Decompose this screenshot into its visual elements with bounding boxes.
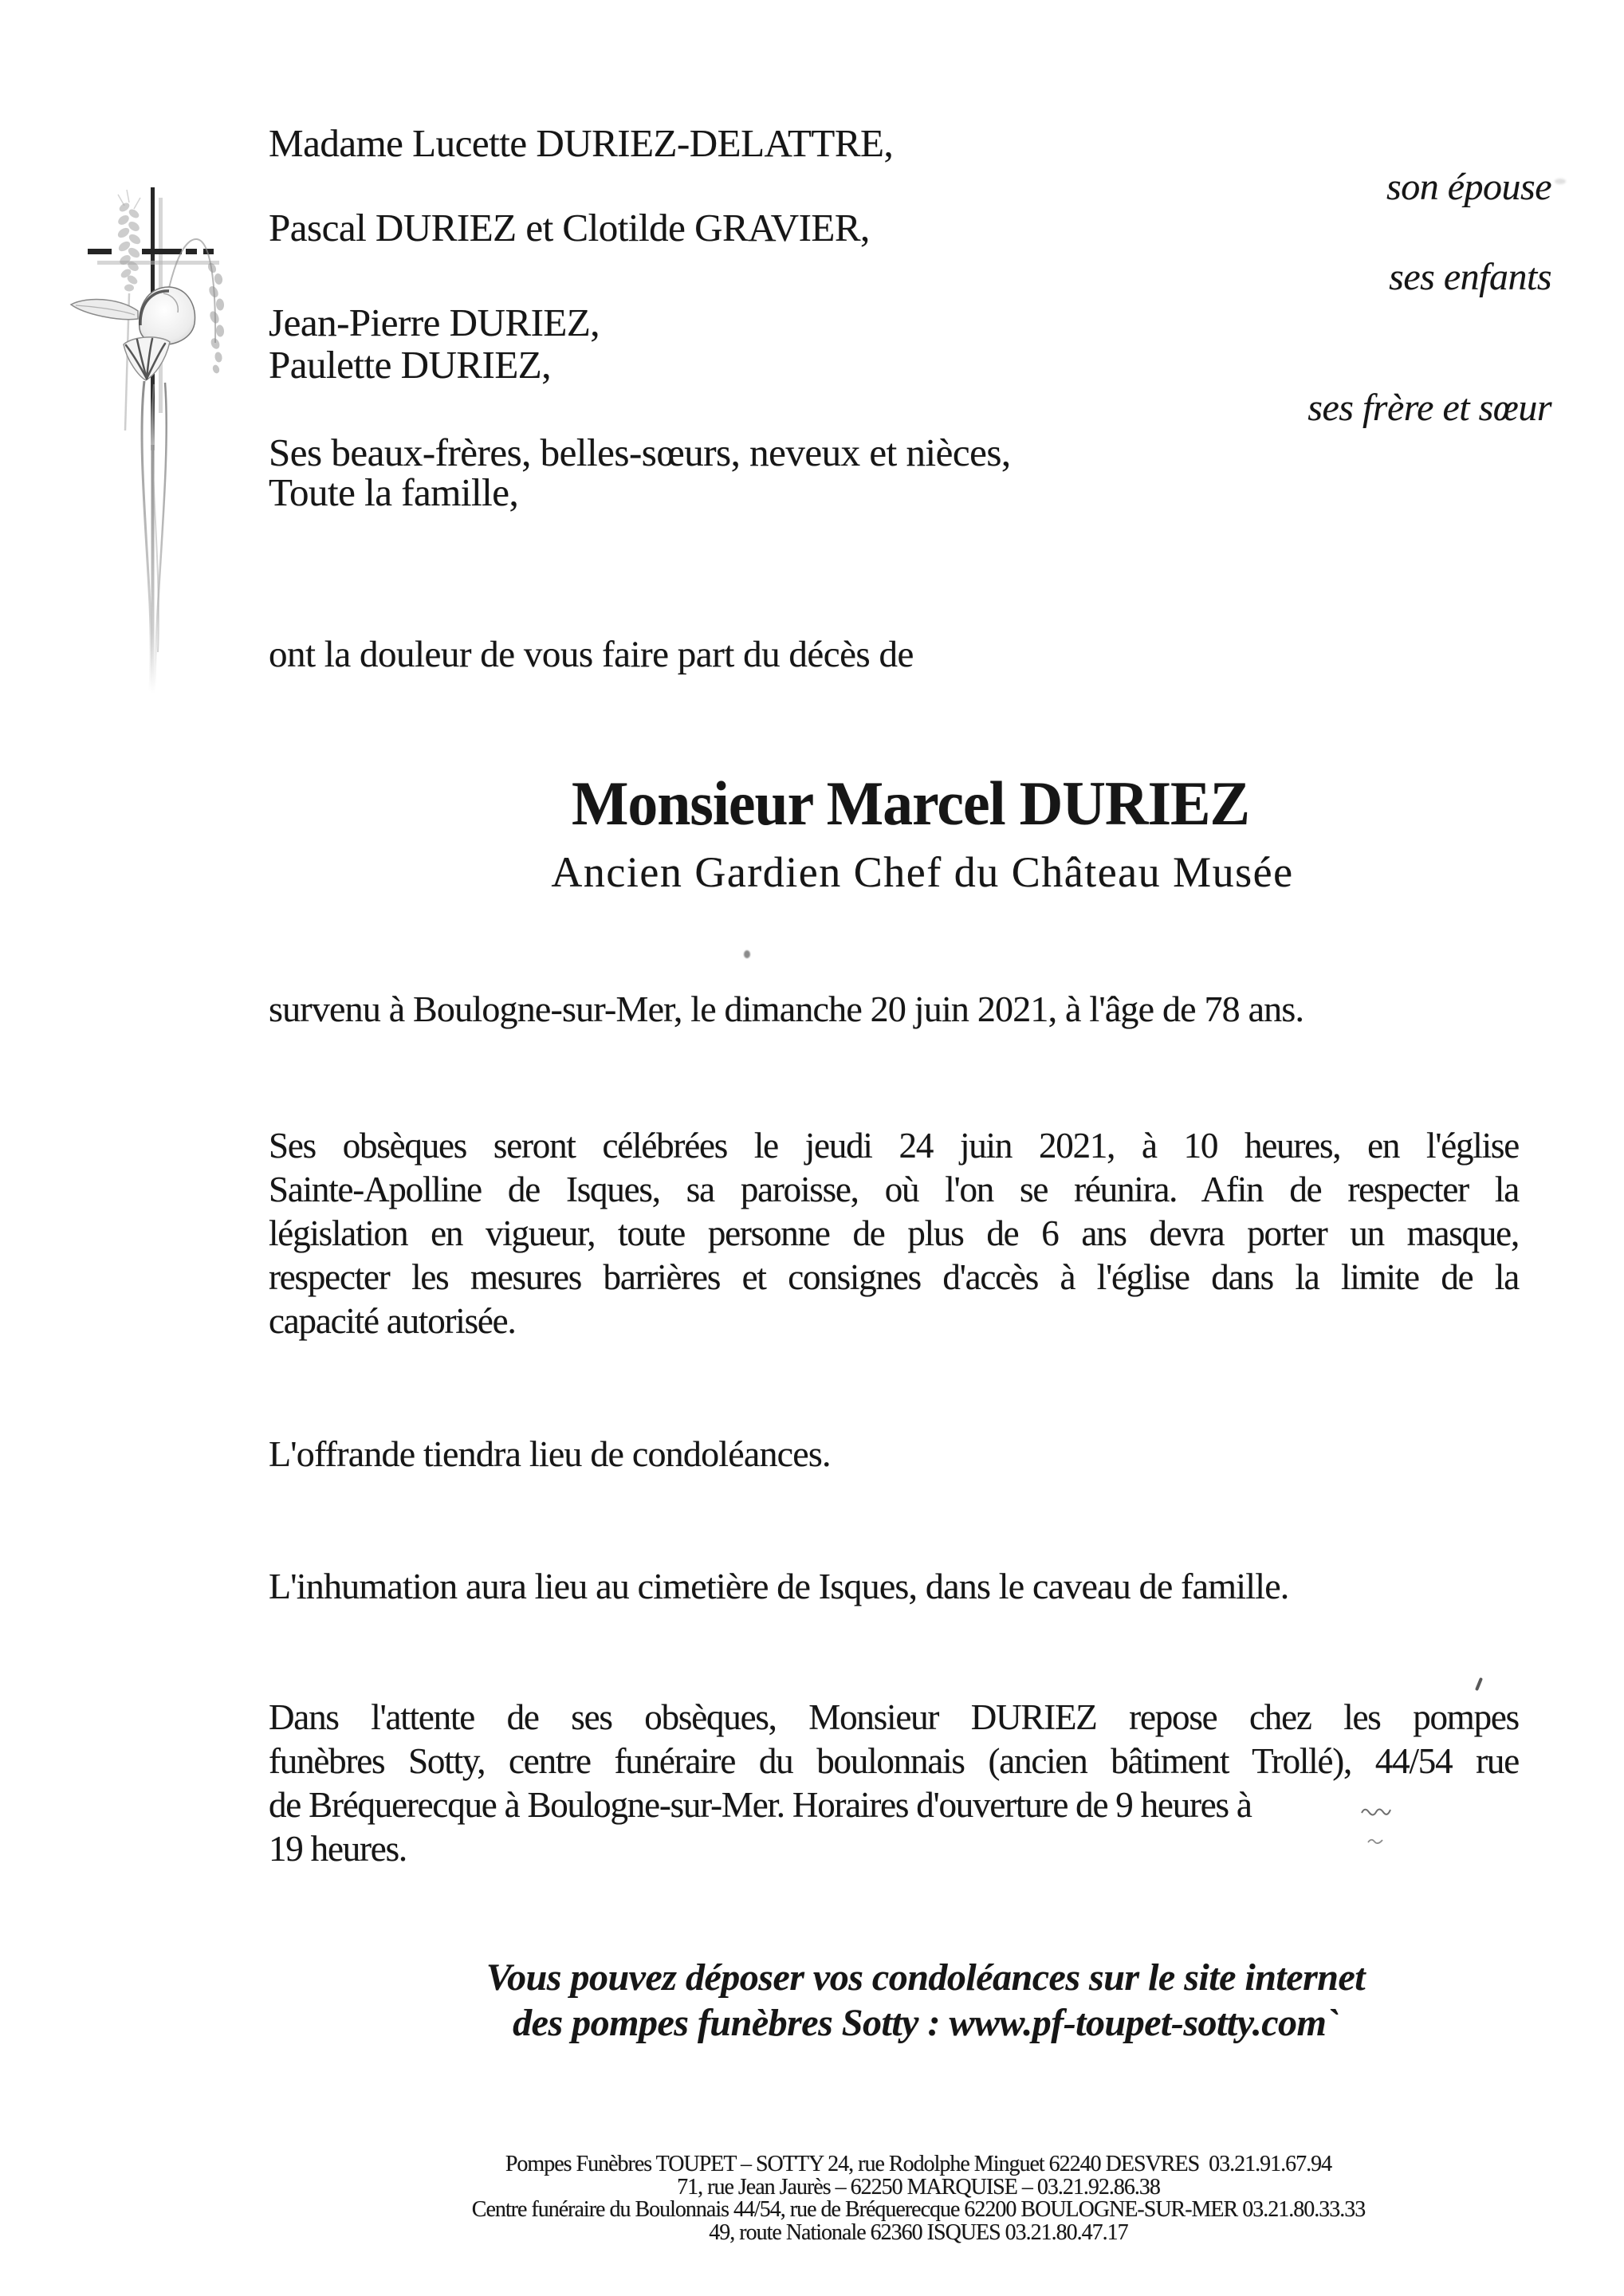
relation-spouse: son épouse xyxy=(1386,166,1551,208)
footer-line: Centre funéraire du Boulonnais 44/54, rue de Bréquerecque 62200 BOULOGNE-SUR-MER 03.21.80.33.33 xyxy=(471,2197,1366,2222)
repose-line: de Bréquerecque à Boulogne-sur-Mer. Horaires d'ouverture de 9 heures à xyxy=(269,1785,1252,1825)
notice-line: Vous pouvez déposer vos condoléances sur le site internet xyxy=(486,1956,1366,1999)
deceased-title-block xyxy=(269,768,1552,839)
ceremony-line: Sainte-Apolline de Isques, sa paroisse, où l'on se réunira. Afin de respecter la xyxy=(269,1170,1519,1209)
relation-siblings: ses frère et sœur xyxy=(1307,387,1551,429)
scan-tick-artifact xyxy=(1475,1677,1483,1691)
ceremony-line: Ses obsèques seront célébrées le jeudi 24 juin 2021, à 10 heures, en l'église xyxy=(269,1126,1519,1166)
scan-squiggle-artifact xyxy=(1360,1803,1394,1818)
death-line: survenu à Boulogne-sur-Mer, le dimanche 20 juin 2021, à l'âge de 78 ans. xyxy=(269,989,1304,1029)
repose-line: 19 heures. xyxy=(269,1829,407,1869)
family-line-brother: Jean-Pierre DURIEZ, xyxy=(269,301,600,344)
family-line-wife: Madame Lucette DURIEZ-DELATTRE, xyxy=(269,121,894,165)
scan-dot-artifact xyxy=(744,950,750,958)
scan-tilde-artifact xyxy=(1366,1836,1386,1846)
ceremony-paragraph xyxy=(269,1124,1519,1343)
footer-line: Pompes Funèbres TOUPET – SOTTY 24, rue Rodolphe Minguet 62240 DESVRES 03.21.91.67.94 xyxy=(505,2152,1332,2176)
intro-line: ont la douleur de vous faire part du décès de xyxy=(269,634,914,675)
family-line-sister: Paulette DURIEZ, xyxy=(269,343,551,387)
footer-line: 71, rue Jean Jaurès – 62250 MARQUISE – 03.21.92.86.38 xyxy=(677,2174,1160,2200)
funeral-home-footer xyxy=(213,2153,1624,2244)
family-line-inlaws: Ses beaux-frères, belles-sœurs, neveux et nièces, xyxy=(269,431,1011,474)
condolences-notice xyxy=(269,1955,1583,2046)
scan-smudge-artifact xyxy=(1555,179,1566,184)
footer-line: 49, route Nationale 62360 ISQUES 03.21.80.47.17 xyxy=(709,2219,1128,2245)
deceased-name: Monsieur Marcel DURIEZ xyxy=(571,769,1250,838)
ceremony-line: respecter les mesures barrières et consignes d'accès à l'église dans la limite de la xyxy=(269,1257,1519,1297)
family-line-whole-family: Toute la famille, xyxy=(269,470,519,514)
deceased-subtitle: Ancien Gardien Chef du Château Musée xyxy=(551,848,1294,896)
repose-line: funèbres Sotty, centre funéraire du boulonnais (ancien bâtiment Trollé), 44/54 rue xyxy=(269,1741,1519,1781)
family-line-children: Pascal DURIEZ et Clotilde GRAVIER, xyxy=(269,206,870,250)
notice-line: des pompes funèbres Sotty : www.pf-toupet-sotty.com` xyxy=(513,2002,1339,2044)
repose-line: Dans l'attente de ses obsèques, Monsieur DURIEZ repose chez les pompes xyxy=(269,1697,1519,1737)
offering-line: L'offrande tiendra lieu de condoléances. xyxy=(269,1433,831,1474)
cross-lily-wheat-artwork-icon xyxy=(44,94,271,716)
repose-paragraph xyxy=(269,1696,1519,1871)
burial-line: L'inhumation aura lieu au cimetière de Isques, dans le caveau de famille. xyxy=(269,1566,1289,1606)
relation-children: ses enfants xyxy=(1389,256,1551,298)
ceremony-line: législation en vigueur, toute personne de plus de 6 ans devra porter un masque, xyxy=(269,1213,1519,1253)
ceremony-line: capacité autorisée. xyxy=(269,1301,516,1341)
